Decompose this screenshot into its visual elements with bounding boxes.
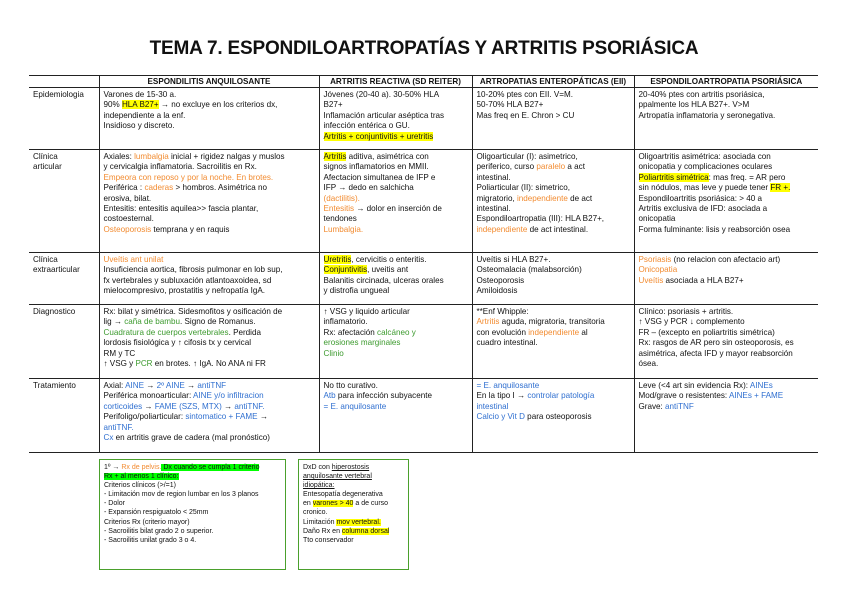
row-label: Epidemiologia bbox=[29, 88, 99, 150]
cell-epi-ea: Varones de 15-30 a. 90% HLA B27+ → no excluye en los criterios dx, independiente a la enf. Insidioso y discreto. bbox=[99, 88, 319, 150]
cell-dx-ps: Clínico: psoriasis + artritis. ↑ VSG y PCR ↓ complemento FR – (excepto en poliartritis simétrica) Rx: rasgos de AR pero sin osteoporosis, es asimétrica, afecta IFD y mayor reabsorción ósea. bbox=[634, 305, 818, 379]
page-title: TEMA 7. ESPONDILOARTROPATÍAS Y ARTRITIS PSORIÁSICA bbox=[149, 38, 699, 59]
header-artropatias-enteropaticas: ARTROPATIAS ENTEROPÁTICAS (EII) bbox=[472, 76, 634, 88]
cell-dx-ar: ↑ VSG y liquido articular inflamatorio. Rx: afectación calcáneo y erosiones marginales Clinio bbox=[319, 305, 472, 379]
comparison-table bbox=[29, 75, 818, 453]
cell-clin-ps: Oligoartritis asimétrica: asociada con onicopatia y complicaciones oculares Poliartritis simétrica: mas freq. = AR pero sin nódulos, mas leve y puede tener FR +. Espondiloartritis psoriásica: > 40 a Artritis exclusiva de IFD: asociada a onicopatia Forma fulminante: lisis y reabsorción osea bbox=[634, 150, 818, 253]
cell-clin-ea: Axiales: lumbalgia inicial + rigidez nalgas y muslos y cervicalgia inflamatoria. Sacroilitis en Rx. Empeora con reposo y por la noche. En brotes. Periférica : caderas > hombros. Asimétrica no erosiva, bilat. Entesitis: entesitis aquilea>> fascia plantar, costoesternal. Osteoporosis temprana y en raquis bbox=[99, 150, 319, 253]
cell-tto-eii: = E. anquilosante En la tipo I → controlar patología intestinal Calcio y Vit D para osteoporosis bbox=[472, 379, 634, 453]
cell-epi-ar: Jóvenes (20-40 a). 30-50% HLA B27+ Inflamación articular aséptica tras infección entérica o GU. Artritis + conjuntivitis + uretritis bbox=[319, 88, 472, 150]
cell-clin-eii: Oligoarticular (I): asimetrico, periferico, curso paralelo a act intestinal. Poliarticular (II): simetrico, migratorio, independiente de act intestinal. Espondiloartropatia (III): HLA B27+, independiente de act intestinal. bbox=[472, 150, 634, 253]
cell-dx-eii: **Enf Whipple: Artritis aguda, migratoria, transitoria con evolución independiente al cuadro intestinal. bbox=[472, 305, 634, 379]
criteria-box: 1º → Rx de pelvis. Dx cuando se cumpla 1 criterio Rx + al menos 1 clínico: Criterios clínicos (>/=1) - Limitación mov de region lumbar en los 3 planos - Dolor - Expansión respiguatolo < 25mm Criterios Rx (criterio mayor) - Sacroilitis bilat grado 2 o superior. - Sacroilitis unilat grado 3 o 4. bbox=[99, 459, 286, 570]
cell-epi-ps: 20-40% ptes con artritis psoriásica, ppalmente los HLA B27+. V>M Artropatía inflamatoria y seronegativa. bbox=[634, 88, 818, 150]
row-clinica-extraarticular bbox=[29, 253, 818, 305]
header-empty bbox=[29, 76, 99, 88]
row-clinica-articular bbox=[29, 150, 818, 253]
cell-tto-ar: No tto curativo. Atb para infección subyacente = E. anquilosante bbox=[319, 379, 472, 453]
cell-extra-ar: Uretritis, cervicitis o enteritis. Conjuntivitis, uveitis ant Balanitis circinada, ulceras orales y distrofia ungueal bbox=[319, 253, 472, 305]
row-label: Clínica extraarticular bbox=[29, 253, 99, 305]
row-label: Tratamiento bbox=[29, 379, 99, 453]
row-diagnostico bbox=[29, 305, 818, 379]
cell-tto-ps: Leve (<4 art sin evidencia Rx): AINEs Mod/grave o resistentes: AINEs + FAME Grave: antiTNF bbox=[634, 379, 818, 453]
row-label: Clínica articular bbox=[29, 150, 99, 253]
row-tratamiento bbox=[29, 379, 818, 453]
cell-extra-eii: Uveítis si HLA B27+. Osteomalacia (malabsorción) Osteoporosis Amiloidosis bbox=[472, 253, 634, 305]
header-espondilitis: ESPONDILITIS ANQUILOSANTE bbox=[99, 76, 319, 88]
cell-tto-ea: Axial: AINE → 2º AINE → antiTNF Periférica monoarticular: AINE y/o infiltracion corticoides → FAME (SZS, MTX) → antiTNF. Perifoligo/poliarticular: sintomatico + FAME → antiTNF. Cx en artritis grave de cadera (mal pronóstico) bbox=[99, 379, 319, 453]
header-psoriasica: ESPONDILOARTROPATIA PSORIÁSICA bbox=[634, 76, 818, 88]
header-artritis-reactiva: ARTRITIS REACTIVA (SD REITER) bbox=[319, 76, 472, 88]
cell-dx-ea: Rx: bilat y simétrica. Sidesmofitos y osificación de lig → caña de bambu. Signo de Romanus. Cuadratura de cuerpos vertebrales. Perdida lordosis fisiológica y ↑ cifosis tx y cervical RM y TC ↑ VSG y PCR en brotes. ↑ IgA. No ANA ni FR bbox=[99, 305, 319, 379]
table-header-row bbox=[29, 76, 818, 88]
cell-extra-ps: Psoriasis (no relacion con afectacio art) Onicopatia Uveítis asociada a HLA B27+ bbox=[634, 253, 818, 305]
row-epidemiologia bbox=[29, 88, 818, 150]
row-label: Diagnostico bbox=[29, 305, 99, 379]
cell-clin-ar: Artritis aditiva, asimétrica con signos inflamatorios en MMII. Afectacion simultanea de IFP e IFP → dedo en salchicha (dactilitis). Entesitis → dolor en inserción de tendones Lumbalgia. bbox=[319, 150, 472, 253]
cell-extra-ea: Uveítis ant unilat Insuficiencia aortica, fibrosis pulmonar en lob sup, fx vertebrales y subluxación atlantoaxoidea, sd mielocompresivo, prostatitis y nefropatía IgA. bbox=[99, 253, 319, 305]
cell-epi-eii: 10-20% ptes con EII. V=M. 50-70% HLA B27+ Mas freq en E. Chron > CU bbox=[472, 88, 634, 150]
differential-diagnosis-box: DxD con hiperostosis anquilosante vertebral idiopática: Entesopatía degenerativa en varones > 40 a de curso cronico. Limitación mov vertebral. Daño Rx en columna dorsal Tto conservador bbox=[298, 459, 409, 570]
